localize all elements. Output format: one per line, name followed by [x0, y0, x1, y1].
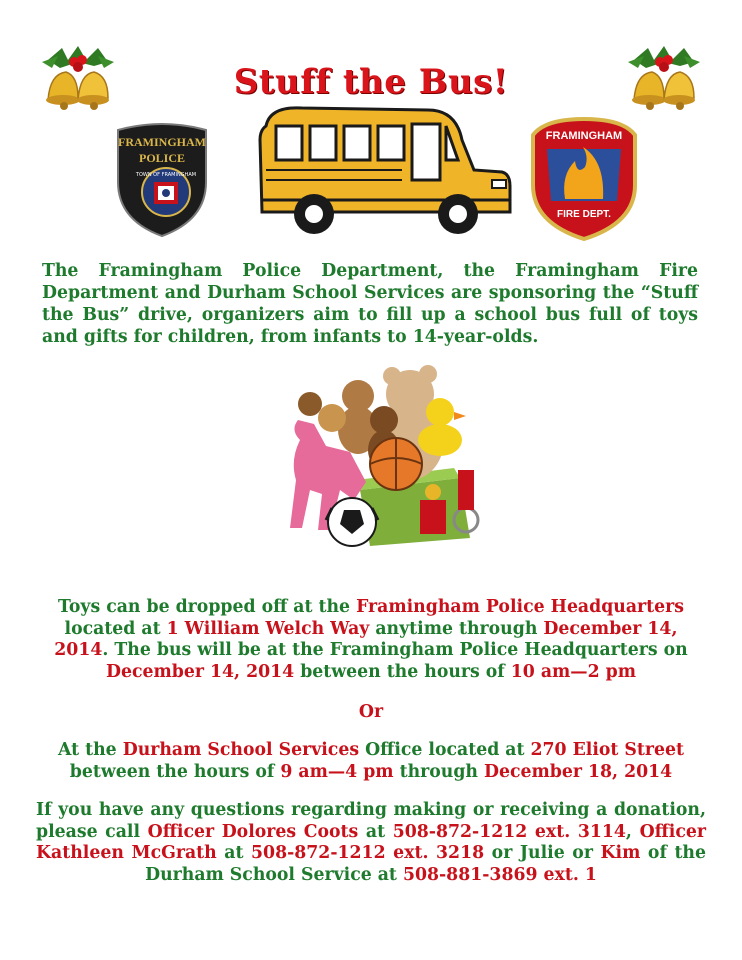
or-separator: Or	[358, 702, 384, 722]
contact-name: Kim	[600, 843, 641, 863]
intro-paragraph: The Framingham Police Department, the Framingham Fire Department and Durham School Services are sponsoring the “Stuff the Bus” drive, organizers aim to fill up a school bus full of toys and gifts for children, from infants to 14-year-olds.	[42, 261, 698, 347]
dropoff-text: between the hours of	[294, 661, 511, 682]
dropoff-text: anytime through	[369, 618, 544, 639]
durham-hours: 9 am—4 pm	[280, 761, 394, 782]
police-badge-top-text: FRAMINGHAM	[118, 135, 206, 149]
toys-illustration	[270, 360, 500, 560]
school-bus-illustration	[252, 100, 514, 242]
durham-text: through	[393, 761, 485, 782]
durham-text: Office located at	[359, 740, 531, 760]
page-title: Stuff the Bus!	[233, 62, 509, 102]
durham-text: At the	[58, 740, 123, 760]
bus-date: December 14, 2014	[106, 661, 295, 682]
fire-badge-top-text: FRAMINGHAM	[545, 130, 623, 142]
police-badge-icon	[112, 120, 212, 238]
police-badge-mid-text: POLICE	[138, 151, 186, 165]
durham-paragraph	[36, 740, 706, 783]
contact-phone: 508-872-1212 ext. 3114	[392, 821, 626, 842]
dropoff-text: Toys can be dropped off at the	[58, 597, 357, 617]
questions-text: If you have any questions regarding making or receiving a donation, please call	[36, 800, 706, 842]
contact-phone: 508-872-1212 ext. 3218	[251, 843, 485, 863]
questions-text: at	[216, 843, 252, 863]
bus-hours: 10 am—2 pm	[510, 661, 636, 682]
durham-deadline: December 18, 2014	[484, 761, 673, 782]
questions-text: of the Durham School Service at	[145, 843, 706, 885]
police-hq-address: 1 William Welch Way	[166, 618, 370, 639]
contact-name: Officer Dolores Coots	[147, 821, 359, 842]
fire-department-badge-icon	[525, 115, 643, 243]
questions-text: at	[358, 821, 393, 842]
questions-text: or Julie or	[484, 843, 601, 863]
questions-text: ,	[625, 821, 640, 842]
dropoff-text: located at	[64, 618, 167, 639]
contact-phone: 508-881-3869 ext. 1	[402, 864, 597, 885]
questions-paragraph	[36, 800, 706, 886]
police-hq-name: Framingham Police Headquarters	[356, 597, 684, 617]
fire-badge-bottom-text: FIRE DEPT.	[557, 209, 611, 220]
durham-office-name: Durham School Services	[122, 740, 360, 760]
durham-address: 270 Eliot Street	[530, 740, 684, 760]
police-badge-ring-text: TOWN OF FRAMINGHAM	[135, 172, 197, 178]
contact-name: Officer Kathleen McGrath	[36, 821, 706, 863]
durham-text: between the hours of	[69, 761, 281, 782]
dropoff-deadline: December 14, 2014	[54, 618, 678, 660]
dropoff-paragraph	[36, 597, 706, 683]
dropoff-text: . The bus will be at the Framingham Police Headquarters on	[102, 640, 688, 660]
